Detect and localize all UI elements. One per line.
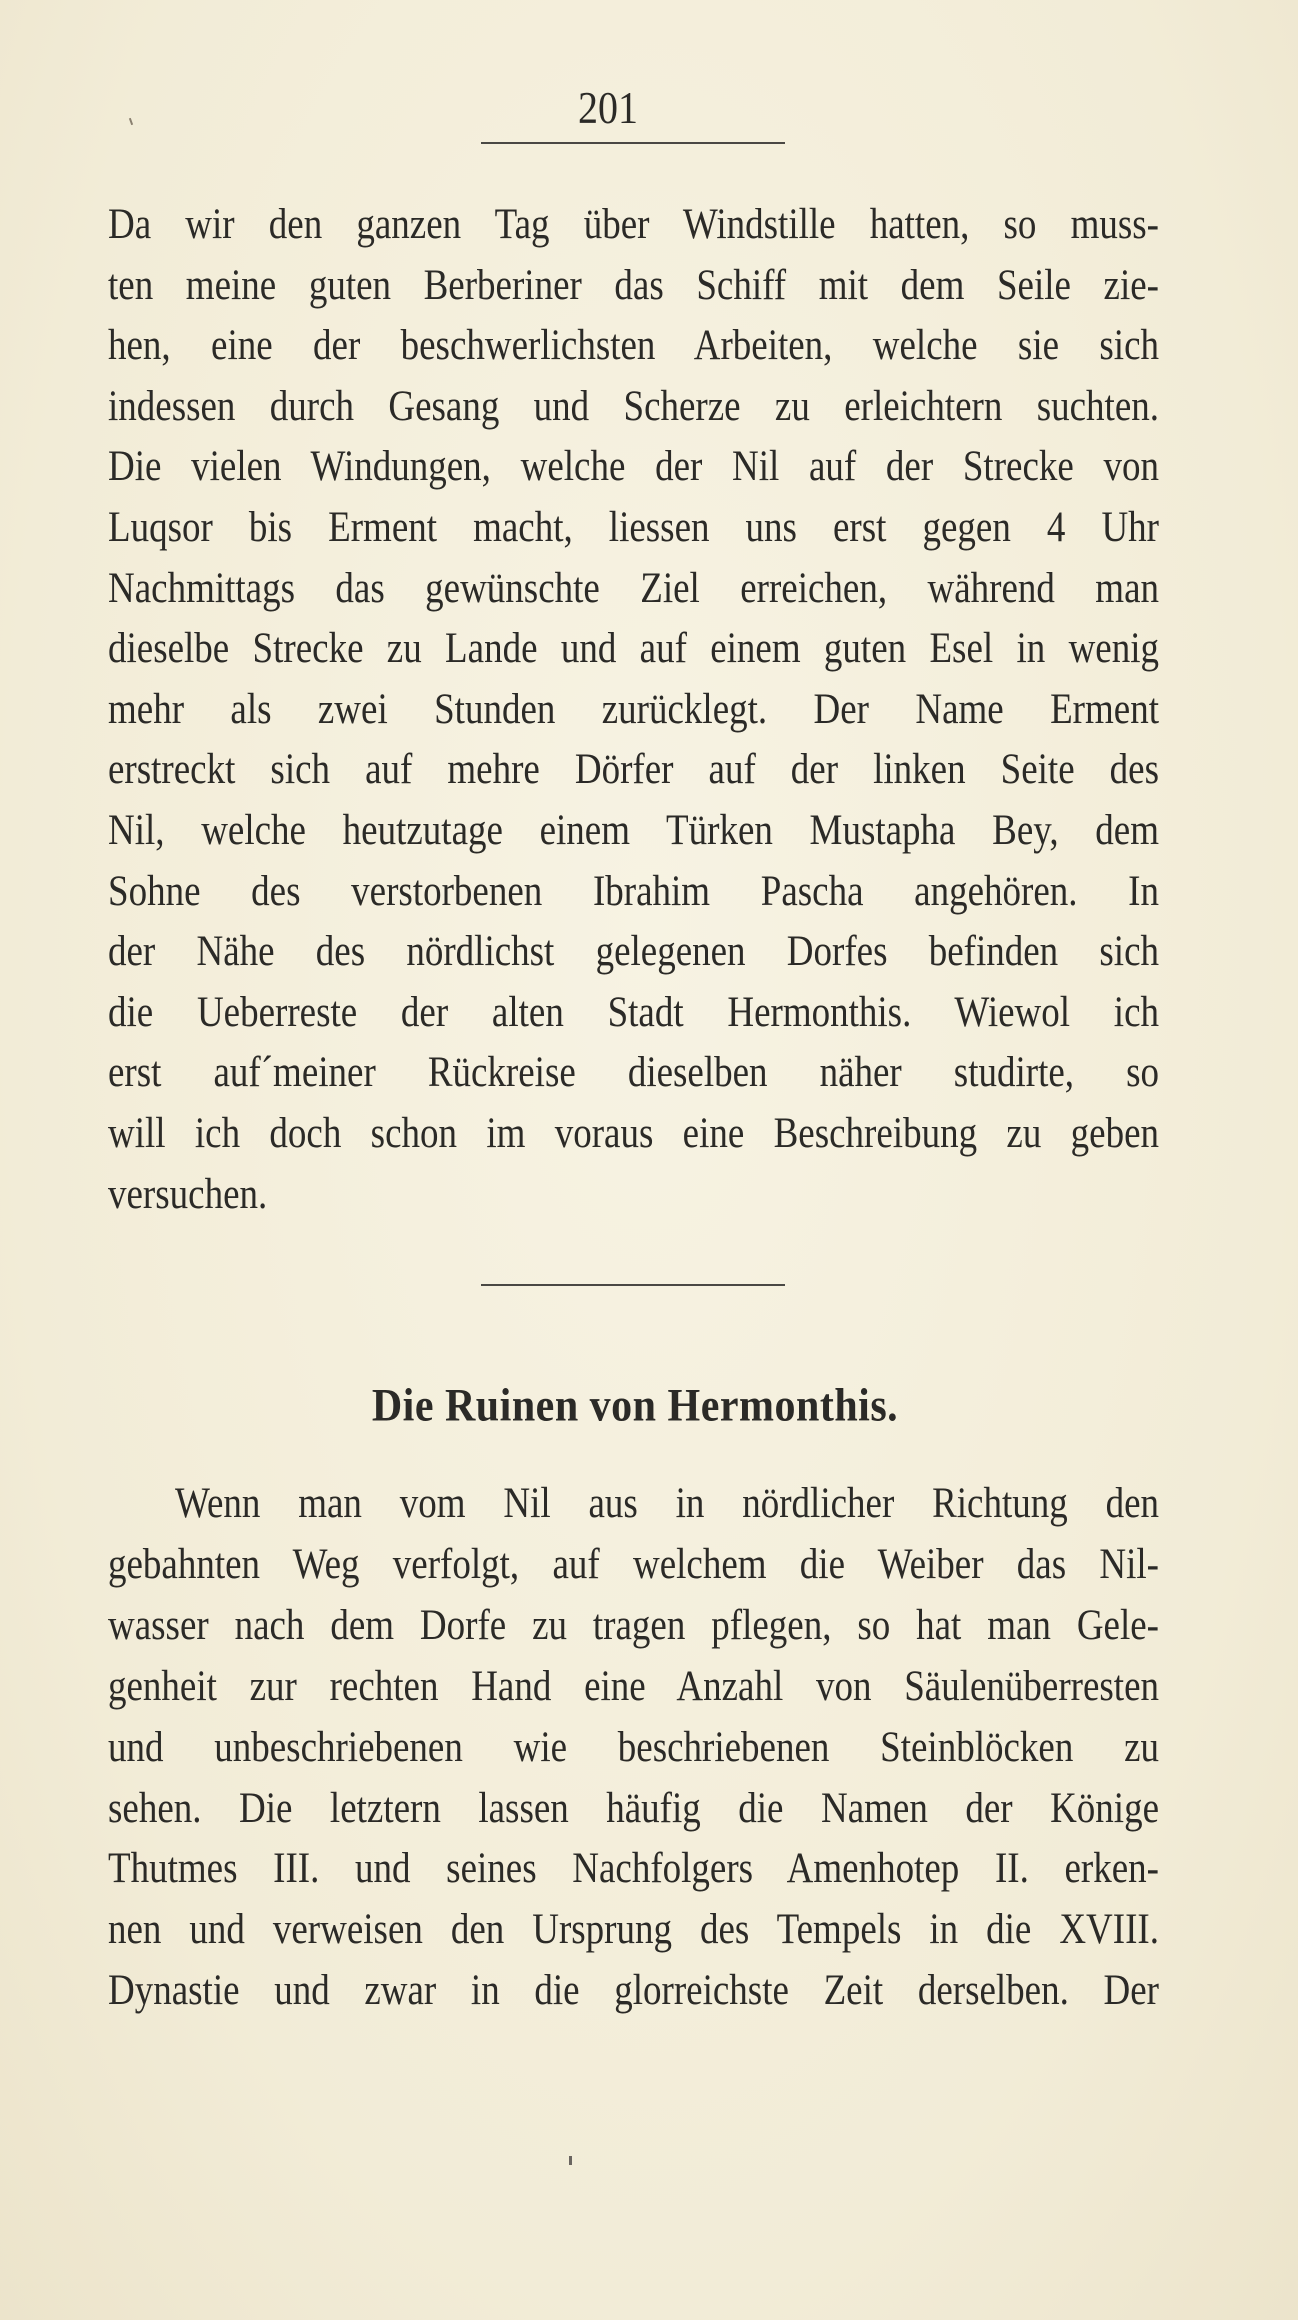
text-line: Nachmittags das gewünschte Ziel erreichen, während man bbox=[108, 564, 1159, 612]
section-heading: Die Ruinen von Hermonthis. bbox=[371, 1380, 899, 1432]
text-line: versuchen. bbox=[108, 1170, 268, 1218]
text-line: Die vielen Windungen, welche der Nil auf der Strecke von bbox=[108, 443, 1159, 491]
text-line: genheit zur rechten Hand eine Anzahl von Säulenüberresten bbox=[108, 1662, 1159, 1710]
text-line: und unbeschriebenen wie beschriebenen Steinblöcken zu bbox=[108, 1723, 1159, 1771]
scan-speck bbox=[129, 118, 133, 125]
text-line: ten meine guten Berberiner das Schiff mit dem Seile zie- bbox=[108, 261, 1159, 309]
text-line: Da wir den ganzen Tag über Windstille hatten, so muss- bbox=[108, 200, 1159, 249]
text-line: Dynastie und zwar in die glorreichste Zeit derselben. Der bbox=[108, 1966, 1159, 2015]
text-line: Nil, welche heutzutage einem Türken Mustapha Bey, dem bbox=[108, 806, 1159, 855]
text-line: dieselbe Strecke zu Lande und auf einem guten Esel in wenig bbox=[108, 624, 1159, 673]
text-line: die Ueberreste der alten Stadt Hermonthis. Wiewol ich bbox=[108, 988, 1159, 1036]
text-line: gebahnten Weg verfolgt, auf welchem die Weiber das Nil- bbox=[108, 1540, 1159, 1589]
text-line: Wenn man vom Nil aus in nördlicher Richtung den bbox=[175, 1479, 1159, 1528]
text-line: hen, eine der beschwerlichsten Arbeiten, welche sie sich bbox=[108, 321, 1159, 370]
text-line: Sohne des verstorbenen Ibrahim Pascha angehören. In bbox=[108, 867, 1159, 915]
text-line: sehen. Die letztern lassen häufig die Namen der Könige bbox=[108, 1784, 1159, 1832]
text-line: mehr als zwei Stunden zurücklegt. Der Name Erment bbox=[108, 685, 1159, 733]
text-line: indessen durch Gesang und Scherze zu erleichtern suchten. bbox=[108, 382, 1159, 430]
text-line: erstreckt sich auf mehre Dörfer auf der linken Seite des bbox=[108, 746, 1159, 794]
scan-speck bbox=[569, 2156, 572, 2165]
text-line: erst auf´meiner Rückreise dieselben näher studirte, so bbox=[108, 1049, 1159, 1097]
text-line: der Nähe des nördlichst gelegenen Dorfes befinden sich bbox=[108, 927, 1159, 976]
text-line: wasser nach dem Dorfe zu tragen pflegen, so hat man Gele- bbox=[108, 1601, 1159, 1649]
text-line: Luqsor bis Erment macht, liessen uns erst gegen 4 Uhr bbox=[108, 503, 1159, 552]
text-line: will ich doch schon im voraus eine Beschreibung zu geben bbox=[108, 1109, 1159, 1158]
text-line: Thutmes III. und seines Nachfolgers Amenhotep II. erken- bbox=[108, 1845, 1159, 1893]
text-line: nen und verweisen den Ursprung des Tempels in die XVIII. bbox=[108, 1905, 1159, 1954]
section-divider bbox=[481, 1284, 785, 1286]
header-rule bbox=[481, 142, 785, 144]
page-number: 201 bbox=[578, 81, 638, 134]
